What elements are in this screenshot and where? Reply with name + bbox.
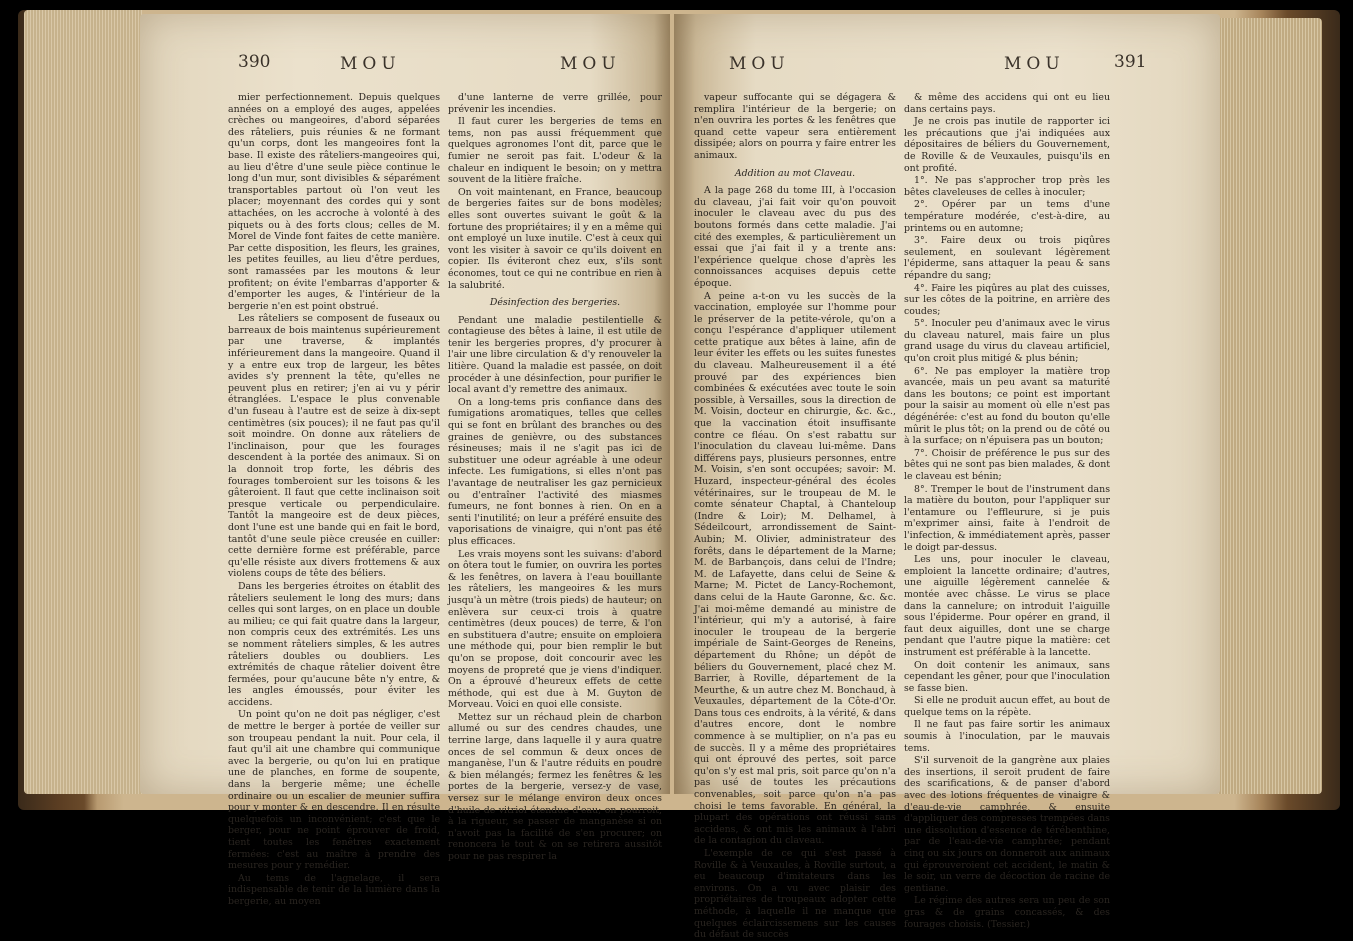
paragraph: 4°. Faire les piqûres au plat des cuisses, sur les côtes de la poitrine, en arrière des coudes;	[904, 282, 1110, 317]
paragraph: On doit contenir les animaux, sans cependant les gêner, pour que l'inoculation se fasse bien.	[904, 659, 1110, 694]
paragraph: Le régime des autres sera un peu de son gras & de grains concassés, & des fourages choisis. (Tessier.)	[904, 895, 1110, 930]
paragraph: mier perfectionnement. Depuis quelques années on a employé des auges, appelées crèches ou mangeoires, d'abord séparées des râteliers, puis réunies & ne formant qu'un corps, dont les mangeoires font la base. Il existe des râteliers-mangeoires qui, au lieu d'être d'une seule pièce continue le long d'un mur, sont divisibles & séparément transportables partout où l'on veut les placer; moyennant des cordes qui y sont attachées, on les accroche à volonté à des piquets ou à des forts clous; celles de M. Morel de Vinde font faites de cette manière. Par cette disposition, les fleurs, les graines, les petites feuilles, au lieu d'être perdues, sont ramassées par les moutons & leur profitent; on évite l'embarras d'apporter & d'emporter les auges, & l'intérieur de la bergerie n'en est point obstrué.	[228, 92, 440, 312]
paragraph: 2°. Opérer par un tems d'une température modérée, c'est-à-dire, au printems ou en automne;	[904, 199, 1110, 234]
paragraph: Les râteliers se composent de fuseaux ou barreaux de bois maintenus supérieurement par une traverse, & implantés inférieurement dans la mangeoire. Quand il y a entre eux trop de largeur, les bêtes avides s'y prennent la tête, qu'elles ne peuvent plus en retirer; j'en ai vu y périr étranglées. L'espace le plus convenable d'un fuseau à l'autre est de seize à dix-sept centimètres (six pouces); il ne faut pas qu'il soit moindre. On donne aux râteliers de l'inclinaison, pour que les fourages descendent à la portée des animaux. Si on la donnoit trop forte, les débris des fourages tomberoient sur les toisons & les gâteroient. Il faut que cette inclinaison soit presque verticale ou perpendiculaire. Tantôt la mangeoire est de deux pièces, dont l'une est une bande qui en fait le bord, tantôt d'une seule pièce creusée en cuiller: cette dernière forme est préférable, parce qu'elle résiste aux divers frottemens & aux violens coups de tête des béliers.	[228, 313, 440, 580]
paragraph: On voit maintenant, en France, beaucoup de bergeries faites sur de bons modèles; elles sont ouvertes suivant le goût & la fortune des propriétaires; il y en a même qui ont employé un luxe inutile. C'est à ceux qui vont les visiter à savoir ce qu'ils doivent en copier. Ils éviteront chez eux, s'ils sont économes, tout ce qui ne contribue en rien à la salubrité.	[448, 186, 662, 291]
paragraph: 7°. Choisir de préférence le pus sur des bêtes qui ne sont pas bien malades, & dont le claveau est bénin;	[904, 447, 1110, 482]
left-page	[140, 14, 670, 907]
paragraph: 5°. Inoculer peu d'animaux avec le virus du claveau naturel, mais faire un plus grand usage du virus du claveau artificiel, qu'on croit plus mitigé & plus bénin;	[904, 318, 1110, 365]
right-page	[674, 14, 1220, 941]
paragraph: Il ne faut pas faire sortir les animaux soumis à l'inoculation, par le mauvais tems.	[904, 719, 1110, 754]
section-heading: Désinfection des bergeries.	[489, 297, 621, 309]
left-column-1	[228, 92, 440, 907]
paragraph: Il faut curer les bergeries de tems en tems, non pas aussi fréquemment que quelques agronomes l'ont dit, parce que le fumier ne seroit pas fait. L'odeur & la chaleur en indiquent le besoin; on y mettra souvent de la litière fraîche.	[448, 116, 662, 186]
paragraph: A peine a-t-on vu les succès de la vaccination, employée sur l'homme pour le préserver de la petite-vérole, qu'on a conçu l'espérance d'appliquer utilement cette pratique aux bêtes à laine, afin de leur éviter les effets ou les suites funestes du claveau. Malheureusement il a été prouvé par des expériences bien combinées & exécutées avec toute le soin possible, à Versailles, sous la direction de M. Voisin, docteur en chirurgie, &c. &c., que la vaccination étoit insuffisante contre ce fléau. On s'est rabattu sur l'inoculation du claveau lui-même. Dans différens pays, plusieurs personnes, entre M. Voisin, s'en sont occupées; savoir: M. Huzard, inspecteur-général des écoles vétérinaires, sur le troupeau de M. le comte sénateur Chaptal, à Chanteloup (Indre & Loir); M. Delhamel, à Sédeilcourt, arrondissement de Saint-Aubin; M. Olivier, administrateur des forêts, dans le département de la Marne; M. de Barbançois, dans celui de l'Indre; M. de Lafayette, dans celui de Seine & Marne; M. Pictet de Lancy-Rochemont, dans celui de la Haute Garonne, &c. &c. J'ai moi-même demandé au ministre de l'intérieur, qui m'y a autorisé, à faire inoculer le troupeau de la bergerie impériale de Saint-Georges de Reneins, département du Rhône; un dépôt de béliers du Gouvernement, placé chez M. Barrier, à Roville, département de la Meurthe, & un autre chez M. Bonchaud, à Veuxaules, département de la Côte-d'Or. Dans tous ces endroits, à la vérité, & dans d'autres encore, dont le nombre commence à se multiplier, on n'a pas eu de succès. Il y a même des propriétaires qui ont éprouvé des pertes, soit parce qu'on s'y est mal pris, soit parce qu'on n'a pas usé de toutes les précautions convenables, soit parce qu'on n'a pas choisi le tems favorable. En général, la plupart des opérations ont réussi sans accidens, & ont mis les animaux à l'abri de la contagion du claveau.	[694, 290, 896, 847]
right-header-right: MOU	[1004, 54, 1065, 74]
paragraph: 1°. Ne pas s'approcher trop près les bêtes claveleuses de celles à inoculer;	[904, 175, 1110, 198]
left-column-2	[448, 92, 662, 862]
paragraph: A la page 268 du tome III, à l'occasion du claveau, j'ai fait voir qu'on pouvoit inoculer le claveau avec du pus des boutons formés dans cette maladie. J'ai cité des exemples, & particulièrement un essai que j'ai fait il y a trente ans: l'expérience quelque chose d'après les connoissances acquises depuis cette époque.	[694, 185, 896, 289]
left-header-left: MOU	[340, 54, 401, 74]
paragraph: S'il survenoit de la gangrène aux plaies des insertions, il seroit prudent de faire des scarifications, & de panser d'abord avec des lotions fréquentes de vinaigre & d'eau-de-vie camphrée, & ensuite d'appliquer des compresses trempées dans une dissolution d'essence de térébenthine, par de l'eau-de-vie camphrée; pendant cinq ou six jours on donneroit aux animaux qui éprouveroient cet accident, le matin & le soir, un verre de décoction de racine de gentiane.	[904, 755, 1110, 894]
right-column-1	[694, 92, 896, 941]
paragraph: Je ne crois pas inutile de rapporter ici les précautions que j'ai indiquées aux dépositaires de béliers du Gouvernement, de Roville & de Veuxaules, puisqu'ils en ont profité.	[904, 116, 1110, 174]
page-edges-right	[1218, 18, 1322, 794]
paragraph: Pendant une maladie pestilentielle & contagieuse des bêtes à laine, il est utile de tenir les bergeries propres, d'y procurer à l'air une libre circulation & d'y renouveler la litière. Quand la maladie est passée, on doit procéder à une désinfection, pour purifier le local avant d'y remettre des animaux.	[448, 314, 662, 396]
paragraph: Mettez sur un réchaud plein de charbon allumé ou sur des cendres chaudes, une terrine large, dans laquelle il y aura quatre onces de sel commun & deux onces de manganèse, l'un & l'autre réduits en poudre & bien mélangés; fermez les fenêtres & les portes de la bergerie, versez-y de vase, versez sur le mélange environ deux onces d'huile de vitriol étendue d'eau; on pourroit, à la rigueur, se passer de manganèse si on n'avoit pas la facilité de s'en procurer; on renoncera le tout & on se retirera aussitôt pour ne pas respirer la	[448, 711, 662, 862]
paragraph: vapeur suffocante qui se dégagera & remplira l'intérieur de la bergerie; on n'en ouvrira les portes & les fenêtres que quand cette vapeur sera entièrement dissipée; alors on pourra y faire entrer les animaux.	[694, 92, 896, 161]
paragraph: & même des accidens qui ont eu lieu dans certains pays.	[904, 92, 1110, 115]
right-page-number: 391	[1114, 52, 1147, 72]
paragraph: Si elle ne produit aucun effet, au bout de quelque tems on la répète.	[904, 695, 1110, 718]
paragraph: Les vrais moyens sont les suivans: d'abord on ôtera tout le fumier, on ouvrira les portes & les fenêtres, on lavera à l'eau bouillante les râteliers, les mangeoires & les murs jusqu'à un mètre (trois pieds) de hauteur; on enlèvera sur ceux-ci trois à quatre centimètres (deux pouces) de terre, & l'on en substituera d'autre; ensuite on emploiera une méthode qui, pour bien remplir le but qu'on se propose, doit concourir avec les moyens de propreté que je viens d'indiquer. On a éprouvé d'heureux effets de cette méthode, qui est due à M. Guyton de Morveau. Voici en quoi elle consiste.	[448, 548, 662, 711]
left-header-right: MOU	[560, 54, 621, 74]
paragraph: L'exemple de ce qui s'est passé à Roville & à Veuxaules, à Roville surtout, a eu beaucoup d'imitateurs dans les environs. On a vu avec plaisir des propriétaires de troupeaux adopter cette méthode, à laquelle il ne manque que quelques éclaircissemens sur les causes du défaut de succès	[694, 848, 896, 941]
paragraph: Au tems de l'agnelage, il sera indispensable de tenir de la lumière dans la bergerie, au moyen	[228, 872, 440, 907]
page-edges-left	[24, 10, 142, 794]
paragraph: d'une lanterne de verre grillée, pour prévenir les incendies.	[448, 92, 662, 115]
paragraph: Un point qu'on ne doit pas négliger, c'est de mettre le berger à portée de veiller sur son troupeau pendant la nuit. Pour cela, il faut qu'il ait une chambre qui communique avec la bergerie, ou qu'on lui en pratique une de planches, en forme de soupente, dans la bergerie même; une échelle ordinaire ou un escalier de meunier suffira pour y monter & en descendre. Il en résulte quelquefois un inconvénient; c'est que le berger, pour ne point éprouver de froid, tient toutes les fenêtres exactement fermées: c'est au maître à prendre des mesures pour y remédier.	[228, 709, 440, 872]
paragraph: 6°. Ne pas employer la matière trop avancée, mais un peu avant sa maturité dans les boutons; ce point est important pour la saisir au moment où elle n'est pas dégénérée: c'est au fond du bouton qu'elle mûrit le plus tôt; on la prend ou de côté ou à la surface; on n'épuisera pas un bouton;	[904, 365, 1110, 447]
section-heading: Addition au mot Claveau.	[734, 167, 856, 179]
paragraph: Dans les bergeries étroites on établit des râteliers seulement le long des murs; dans celles qui sont larges, on en place un double au milieu; ce qui fait quatre dans la largeur, non compris ceux des extrémités. Les uns se nomment râteliers simples, & les autres râteliers doubles ou doubliers. Les extrémités de chaque râtelier doivent être fermées, pour qu'aucune bête n'y entre, & les angles émoussés, pour éviter les accidens.	[228, 580, 440, 708]
paragraph: On a long-tems pris confiance dans des fumigations aromatiques, telles que celles qui se font en brûlant des branches ou des graines de genièvre, ou des substances résineuses; mais il ne s'agit pas ici de substituer une odeur agréable à une odeur infecte. Les fumigations, si elles n'ont pas l'avantage de neutraliser les gaz pernicieux ou d'entraîner l'activité des miasmes fumeurs, ne font bonnes à rien. On en a senti l'inutilité; on leur a préféré ensuite des vaporisations de vinaigre, qui n'ont pas été plus efficaces.	[448, 396, 662, 547]
left-page-number: 390	[238, 52, 271, 72]
paragraph: 3°. Faire deux ou trois piqûres seulement, en soulevant légèrement l'épiderme, sans attaquer la peau & sans répandre du sang;	[904, 235, 1110, 281]
right-column-2	[904, 92, 1110, 930]
paragraph: Les uns, pour inoculer le claveau, emploient la lancette ordinaire; d'autres, une aiguille légèrement cannelée & montée avec châsse. Le virus se place dans la cannelure; on introduit l'aiguille sous l'épiderme. Pour opérer en grand, il faut deux aiguilles, dont une se charge pendant que l'autre pique la matière: cet instrument est préférable à la lancette.	[904, 554, 1110, 658]
paragraph: 8°. Tremper le bout de l'instrument dans la matière du bouton, pour l'appliquer sur l'entamure ou l'effleurure, si je puis m'exprimer ainsi, faite à l'endroit de l'infection, & immédiatement après, passer le doigt par-dessus.	[904, 483, 1110, 553]
right-header-left: MOU	[729, 54, 790, 74]
